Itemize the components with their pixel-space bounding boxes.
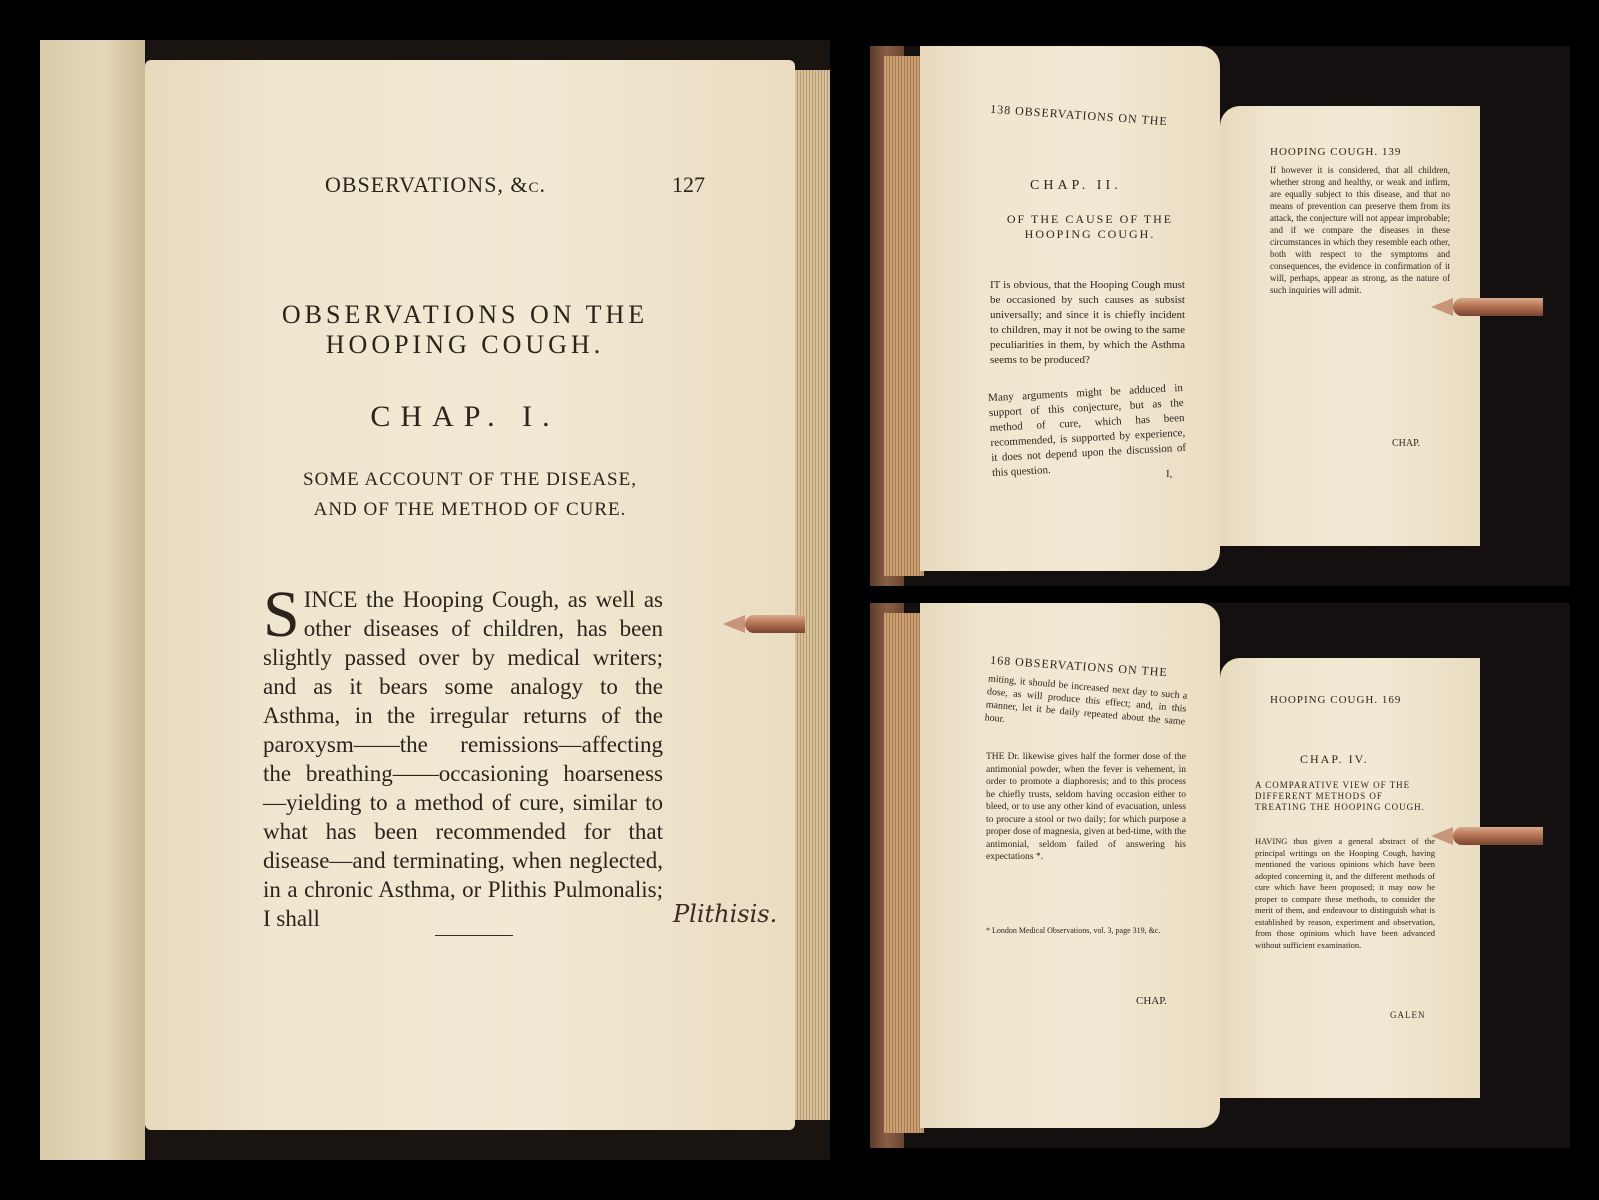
page-169 bbox=[1220, 658, 1480, 1098]
page-edges bbox=[884, 56, 924, 576]
chapter-subtitle bbox=[260, 465, 680, 525]
title-line-1: OBSERVATIONS ON THE bbox=[281, 300, 649, 329]
paragraph-139: If however it is considered, that all children, whether strong and healthy, or weak and infirm, are equally subject to this disease, and that no means of prevention can preserve them from its attack, the conjecture will not appear improbable; and if we compare the diseases in these circumstances in which they resemble each other, both with respect to the symptoms and consequences, the evidence in confirmation of it will, perhaps, appear as strong, as the nature of such inquiries will admit. bbox=[1270, 165, 1450, 295]
running-head-title: OBSERVATIONS, &c. bbox=[325, 172, 547, 197]
page-127 bbox=[145, 60, 795, 1130]
running-head-138: 138 OBSERVATIONS ON THE bbox=[989, 101, 1169, 129]
pointer-pen bbox=[745, 615, 805, 633]
page-138 bbox=[920, 46, 1220, 571]
pencil-underline bbox=[435, 935, 513, 936]
pointer-pen bbox=[1453, 298, 1543, 316]
page-fore-edge bbox=[795, 70, 830, 1120]
running-head-169: HOOPING COUGH. 169 bbox=[1270, 694, 1402, 706]
left-photo bbox=[40, 40, 830, 1160]
body-text bbox=[263, 578, 663, 933]
chapter-2-title-line-2: HOOPING COUGH. bbox=[1024, 227, 1156, 241]
drop-cap: S bbox=[263, 578, 300, 651]
chapter-heading-2: CHAP. II. bbox=[1030, 178, 1122, 193]
paragraph-2: Many arguments might be adduced in support of this conjecture, but as the method of cure, which has been recommended, is supported by experience, it does not depend upon the discussion of this question. bbox=[987, 381, 1187, 480]
paragraph-169: HAVING thus given a general abstract of the principal writings on the Hooping Cough, having mentioned the various opinions which have been adopted concerning it, and the different methods of cure which have been proposed; it may now be proper to compare these methods, to consider the merit of them, and endeavour to distinguish what is established by reason, experiment and observation, from those opinions which have been advanced without sufficient examination. bbox=[1255, 836, 1435, 950]
page-edges bbox=[884, 613, 924, 1133]
previous-page-edge bbox=[40, 40, 145, 1160]
running-head-168: 168 OBSERVATIONS ON THE bbox=[989, 652, 1169, 680]
book-title bbox=[255, 300, 675, 360]
page-168 bbox=[920, 603, 1220, 1128]
catchword-galen: GALEN bbox=[1390, 1010, 1426, 1020]
page-139 bbox=[1220, 106, 1480, 546]
footnote: * London Medical Observations, vol. 3, page 319, &c. bbox=[986, 926, 1161, 935]
running-head-139: HOOPING COUGH. 139 bbox=[1270, 146, 1402, 158]
chapter-2-title bbox=[990, 212, 1190, 242]
handwritten-annotation: Plithisis. bbox=[673, 900, 778, 928]
page-number: 127 bbox=[672, 172, 705, 197]
chapter-heading-4: CHAP. IV. bbox=[1300, 752, 1369, 766]
chapter-2-title-line-1: OF THE CAUSE OF THE bbox=[1006, 212, 1174, 226]
running-head bbox=[325, 172, 705, 198]
catchword: I, bbox=[1166, 468, 1173, 480]
paragraph-168-1: miting, it should be increased next day to such a dose, as will produce this effect; and, in this manner, let it be daily repeated about the same hour. bbox=[984, 673, 1188, 728]
top-spread-photo bbox=[870, 46, 1570, 586]
catchword-chap: CHAP. bbox=[1392, 438, 1421, 449]
paragraph-168-2: THE Dr. likewise gives half the former dose of the antimonial powder, when the fever is vehement, in order to promote a diaphoresis; and to this process he chiefly trusts, seldom having occasion either to bleed, or to use any other kind of evacuation, unless to procure a stool or two daily; for which purpose a proper dose of magnesia, given at bed-time, with the antimonial, seldom failed of answering his expectations *. bbox=[986, 752, 1186, 862]
bottom-spread-photo bbox=[870, 603, 1570, 1148]
subtitle-line-2: AND OF THE METHOD OF CURE. bbox=[313, 499, 627, 520]
subtitle-line-1: SOME ACCOUNT OF THE DISEASE, bbox=[303, 469, 637, 490]
paragraph-1: IT is obvious, that the Hooping Cough must be occasioned by such causes as subsist universally; and since it is chiefly incident to children, may it not be owing to the same peculiarities in them, by which the Asthma seems to be produced? bbox=[990, 279, 1185, 366]
pointer-pen bbox=[1453, 827, 1543, 845]
catchword-chap: CHAP. bbox=[1136, 995, 1167, 1007]
body-paragraph: INCE the Hooping Cough, as well as other diseases of children, has been slightly passed over by medical writers; and as it bears some analogy to the Asthma, in the irregular returns of the paroxysm——the remissions—affecting the breathing——occasioning hoarseness—yielding to a method of cure, similar to what has been recommended for that disease—and terminating, when neglected, in a chronic Asthma, or Plithis Pulmonalis; I shall bbox=[263, 587, 663, 931]
chapter-4-title: A COMPARATIVE VIEW OF THE DIFFERENT METHODS OF TREATING THE HOOPING COUGH. bbox=[1255, 780, 1425, 812]
title-line-2: HOOPING COUGH. bbox=[325, 330, 605, 359]
chapter-heading: CHAP. I. bbox=[370, 400, 560, 433]
